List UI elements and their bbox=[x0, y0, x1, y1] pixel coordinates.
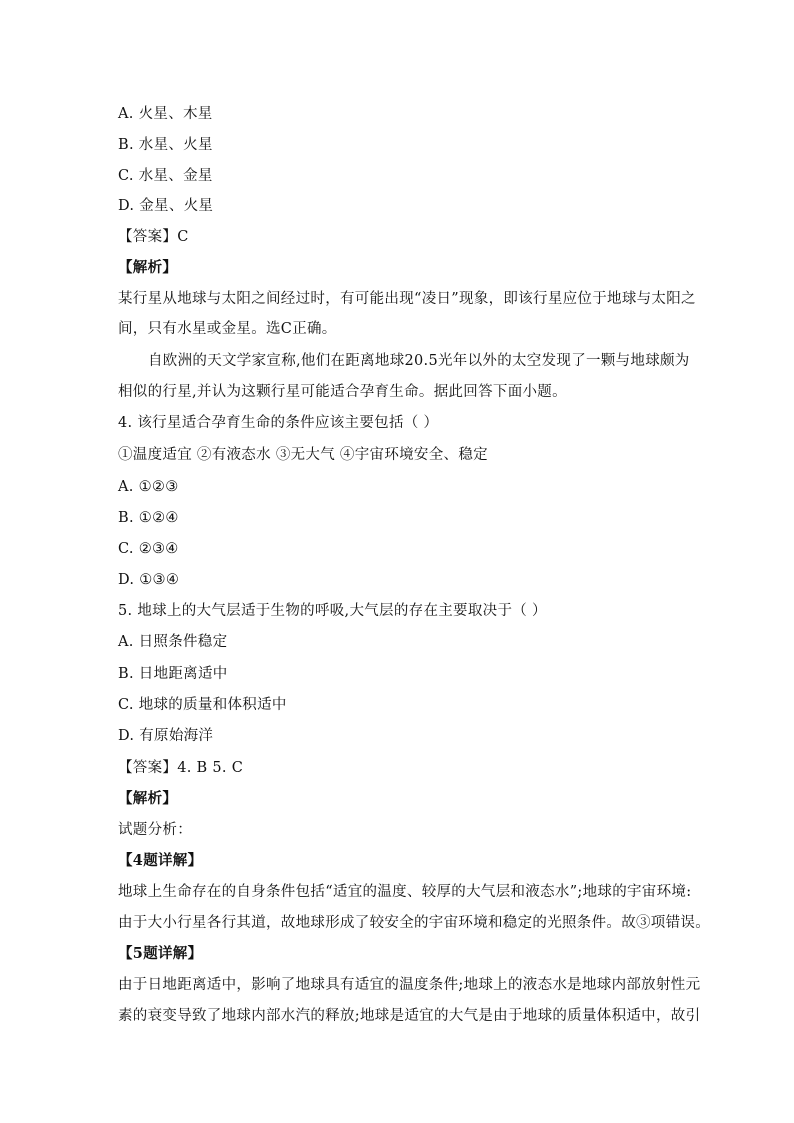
answer-4-5: 【答案】4. B 5. C bbox=[118, 760, 244, 776]
q5-option-d: D. 有原始海洋 bbox=[118, 728, 214, 744]
q4-option-d: D. ①③④ bbox=[118, 572, 180, 588]
q5-option-a: A. 日照条件稳定 bbox=[118, 634, 228, 650]
q4-option-c: C. ②③④ bbox=[118, 541, 179, 557]
q4-stem: 4. 该行星适合孕育生命的条件应该主要包括（ ） bbox=[118, 415, 439, 431]
detail-5-line-2: 素的衰变导致了地球内部水汽的释放;地球是适宜的大气是由于地球的质量体积适中，故引 bbox=[118, 1008, 701, 1024]
q3-analysis-line-1: 某行星从地球与太阳之间经过时，有可能出现“凌日”现象，即该行星应位于地球与太阳之 bbox=[118, 291, 696, 307]
analysis-intro: 试题分析： bbox=[118, 822, 192, 838]
q5-option-b: B. 日地距离适中 bbox=[118, 666, 228, 682]
q3-option-b: B. 水星、火星 bbox=[118, 137, 213, 153]
detail-4-heading: 【4题详解】 bbox=[118, 852, 203, 869]
q3-option-c: C. 水星、金星 bbox=[118, 168, 213, 184]
q3-answer: 【答案】C bbox=[118, 229, 189, 245]
q3-analysis-line-2: 间，只有水星或金星。选C正确。 bbox=[118, 321, 337, 337]
q3-option-a: A. 火星、木星 bbox=[118, 106, 213, 122]
q5-stem: 5. 地球上的大气层适于生物的呼吸,大气层的存在主要取决于（ ） bbox=[118, 603, 547, 619]
q5-option-c: C. 地球的质量和体积适中 bbox=[118, 697, 287, 713]
passage-line-2: 相似的行星,并认为这颗行星可能适合孕育生命。据此回答下面小题。 bbox=[118, 384, 567, 400]
q3-option-d: D. 金星、火星 bbox=[118, 198, 214, 214]
detail-5-line-1: 由于日地距离适中，影响了地球具有适宜的温度条件;地球上的液态水是地球内部放射性元 bbox=[118, 977, 701, 993]
detail-4-line-2: 由于大小行星各行其道，故地球形成了较安全的宇宙环境和稳定的光照条件。故③项错误。 bbox=[118, 915, 710, 931]
q4-conditions: ①温度适宜 ②有液态水 ③无大气 ④宇宙环境安全、稳定 bbox=[118, 447, 488, 463]
passage-line-1: 自欧洲的天文学家宣称,他们在距离地球20.5光年以外的太空发现了一颗与地球颇为 bbox=[148, 353, 690, 369]
detail-5-heading: 【5题详解】 bbox=[118, 945, 203, 962]
q3-analysis-heading: 【解析】 bbox=[118, 259, 178, 276]
q4-option-a: A. ①②③ bbox=[118, 479, 179, 495]
detail-4-line-1: 地球上生命存在的自身条件包括“适宜的温度、较厚的大气层和液态水”;地球的宇宙环境: bbox=[118, 884, 692, 900]
analysis-heading: 【解析】 bbox=[118, 790, 178, 807]
q4-option-b: B. ①②④ bbox=[118, 510, 179, 526]
